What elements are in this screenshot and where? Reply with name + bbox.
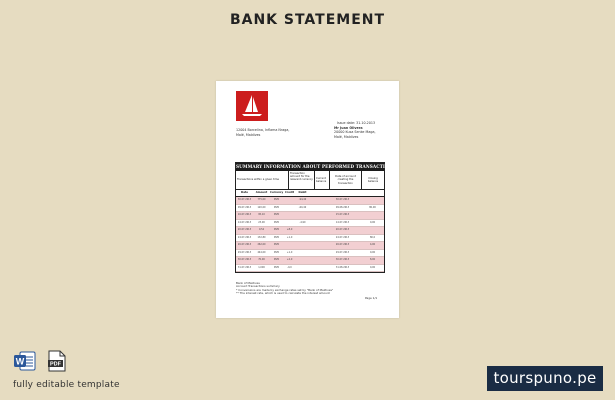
page-number: Page 1/1 bbox=[365, 296, 378, 300]
cell-account-date: 30.07.2013 bbox=[335, 198, 350, 201]
cell-debit bbox=[296, 242, 309, 249]
bank-address bbox=[236, 128, 316, 137]
cell-closing bbox=[361, 227, 384, 234]
customer-name: Mr Juan Olivera bbox=[334, 126, 363, 130]
table-row bbox=[236, 250, 384, 258]
pdf-icon bbox=[45, 349, 69, 373]
cell-account-date: 09.08.2013 bbox=[335, 205, 350, 209]
table-row bbox=[236, 197, 384, 205]
cell-date: 30.07.2013 bbox=[237, 258, 252, 262]
cell-currency: MVR bbox=[273, 265, 280, 269]
cell-credit bbox=[283, 205, 296, 212]
footer-line: * Conversions are made by exchange rates set by "Bank of Maldives" bbox=[236, 287, 334, 292]
customer-address bbox=[334, 126, 394, 139]
subheader-amount: Transaction amount for the relevant currency bbox=[288, 171, 314, 189]
cell-currency: MVR bbox=[273, 213, 280, 217]
table-title: SUMMARY INFORMATION ABOUT PERFORMED TRANSACTIONS bbox=[236, 164, 396, 169]
cell-date: 29.07.2013 bbox=[237, 250, 252, 254]
subheader-transactions: Transactions within a given time bbox=[237, 178, 279, 182]
cell-balance bbox=[309, 265, 324, 272]
column-header-debit: Debit bbox=[298, 191, 307, 194]
table-row bbox=[236, 242, 384, 250]
cell-closing bbox=[361, 197, 384, 204]
cell-credit bbox=[283, 242, 296, 249]
cell-currency: MVR bbox=[273, 228, 280, 232]
cell-balance bbox=[309, 197, 324, 204]
cell-debit bbox=[296, 212, 309, 219]
issue-date: Issue date: 31.10.2013 bbox=[337, 121, 376, 125]
table-body bbox=[236, 197, 384, 272]
cell-credit: +8,0 bbox=[286, 228, 293, 232]
cell-account-date: 26.07.2013 bbox=[335, 243, 350, 247]
table-row bbox=[236, 212, 384, 220]
transactions-table bbox=[235, 162, 396, 273]
cell-balance bbox=[309, 242, 324, 249]
cell-currency: MVR bbox=[273, 235, 280, 239]
cell-account-date: 29.07.2013 bbox=[335, 250, 350, 254]
cell-credit bbox=[283, 197, 296, 204]
bank-address-line: 12004 Borcelina, Inflama Nraga, bbox=[236, 128, 290, 132]
cell-amount: 444,00 bbox=[257, 250, 266, 254]
table-subheader bbox=[236, 171, 384, 190]
cell-amount: 775,00 bbox=[257, 198, 266, 201]
cell-date: 09.07.2013 bbox=[237, 205, 252, 209]
cell-date: 24.07.2013 bbox=[237, 235, 252, 239]
cell-balance bbox=[309, 250, 324, 257]
cell-debit bbox=[296, 250, 309, 257]
word-letter: W bbox=[15, 356, 25, 367]
footer-line: Bank of Maldives bbox=[236, 281, 260, 285]
cell-balance bbox=[309, 205, 324, 212]
cell-date: 26.07.2013 bbox=[237, 243, 252, 247]
cell-amount: 1,000 bbox=[258, 265, 265, 269]
cell-balance bbox=[309, 227, 324, 234]
brand-badge[interactable]: tourspuno.pe bbox=[487, 366, 603, 391]
pdf-label: PDF bbox=[50, 361, 61, 368]
cell-account-date: 14.07.2013 bbox=[335, 220, 350, 224]
footer-line: ** The interest rate, which is used to calculate the interest amount bbox=[236, 291, 330, 296]
cell-debit bbox=[296, 257, 309, 264]
subheader-account-date: Date of account creating the transaction bbox=[329, 171, 361, 189]
cell-date: 30.07.2013 bbox=[237, 198, 252, 201]
cell-credit bbox=[283, 212, 296, 219]
cell-currency: MVR bbox=[273, 220, 280, 224]
cell-debit: -94,40 bbox=[298, 198, 307, 201]
cell-date: 16.07.2013 bbox=[237, 213, 252, 217]
table-row bbox=[236, 265, 384, 273]
cell-closing: 80,00 bbox=[369, 205, 376, 209]
table-row bbox=[236, 227, 384, 235]
cell-amount: 9,54 bbox=[258, 228, 265, 232]
cell-date: 31.07.2013 bbox=[237, 265, 252, 269]
cell-currency: MVR bbox=[273, 258, 280, 262]
cell-account-date: 24.07.2013 bbox=[335, 235, 350, 239]
column-header-currency: Currency bbox=[270, 191, 284, 194]
cell-balance bbox=[309, 220, 324, 227]
cell-closing: 0,00 bbox=[369, 220, 376, 224]
footer-line: Account Transactions summary bbox=[236, 284, 280, 289]
cell-debit: -60,40 bbox=[298, 205, 307, 209]
table-row bbox=[236, 257, 384, 265]
cell-debit bbox=[296, 265, 309, 272]
cell-debit bbox=[296, 235, 309, 242]
bank-address-line: Malé, Maldives bbox=[236, 132, 261, 137]
table-row bbox=[236, 235, 384, 243]
column-header-amount: Amount bbox=[255, 191, 268, 194]
cell-account-date: 31.08.2013 bbox=[335, 265, 350, 269]
cell-account-date: 30.07.2013 bbox=[335, 258, 350, 262]
cell-debit bbox=[296, 227, 309, 234]
cell-closing: 4,00 bbox=[369, 243, 376, 247]
cell-account-date: 20.07.2013 bbox=[335, 228, 350, 232]
cell-account-date: 15.07.2013 bbox=[335, 213, 350, 217]
statement-footer bbox=[236, 282, 356, 296]
cell-currency: MVR bbox=[273, 243, 280, 247]
page-title: BANK STATEMENT bbox=[229, 12, 386, 28]
cell-closing bbox=[361, 212, 384, 219]
cell-closing: 0,00 bbox=[369, 265, 376, 269]
statement-document bbox=[216, 81, 399, 318]
cell-credit: +1,0 bbox=[286, 250, 293, 254]
cell-balance bbox=[309, 235, 324, 242]
subheader-balance: Current balance bbox=[314, 171, 329, 189]
cell-date: 20.07.2013 bbox=[237, 228, 252, 232]
cell-amount: 95,10 bbox=[258, 213, 265, 217]
cell-balance bbox=[309, 212, 324, 219]
format-icons bbox=[13, 349, 69, 373]
cell-currency: MVR bbox=[273, 250, 280, 254]
cell-amount: 70,00 bbox=[258, 258, 265, 262]
column-headers bbox=[236, 190, 384, 197]
column-header-date: Date bbox=[241, 191, 248, 194]
bank-logo bbox=[236, 91, 268, 121]
cell-amount: 132,80 bbox=[257, 235, 266, 239]
template-caption: fully editable template bbox=[13, 380, 120, 390]
cell-amount: 23,00 bbox=[258, 220, 265, 224]
cell-credit: -0,0 bbox=[287, 265, 292, 269]
cell-date: 14.07.2013 bbox=[237, 220, 252, 224]
cell-closing: 8,00 bbox=[369, 258, 376, 262]
cell-credit: +1,0 bbox=[286, 235, 293, 239]
column-header-credit: Credit bbox=[285, 191, 294, 194]
table-row bbox=[236, 220, 384, 228]
cell-credit bbox=[283, 220, 296, 227]
customer-address-line: Malé, Maldives bbox=[334, 134, 359, 139]
cell-amount: 120,00 bbox=[257, 205, 266, 209]
subheader-closing: Closing balance bbox=[361, 171, 384, 189]
cell-closing: 0,00 bbox=[369, 250, 376, 254]
cell-credit: +2,0 bbox=[286, 258, 293, 262]
sailboat-icon bbox=[236, 91, 268, 121]
cell-amount: 262,00 bbox=[257, 243, 266, 247]
cell-balance bbox=[309, 257, 324, 264]
table-row bbox=[236, 205, 384, 213]
word-icon bbox=[13, 349, 37, 373]
customer-address-line: 20000 Kusa Senke Maga, bbox=[334, 130, 376, 135]
cell-debit: -4,90 bbox=[299, 220, 306, 224]
cell-currency: MVR bbox=[273, 205, 280, 209]
cell-closing: 80,0 bbox=[369, 235, 376, 239]
cell-currency: MVR bbox=[273, 198, 280, 201]
